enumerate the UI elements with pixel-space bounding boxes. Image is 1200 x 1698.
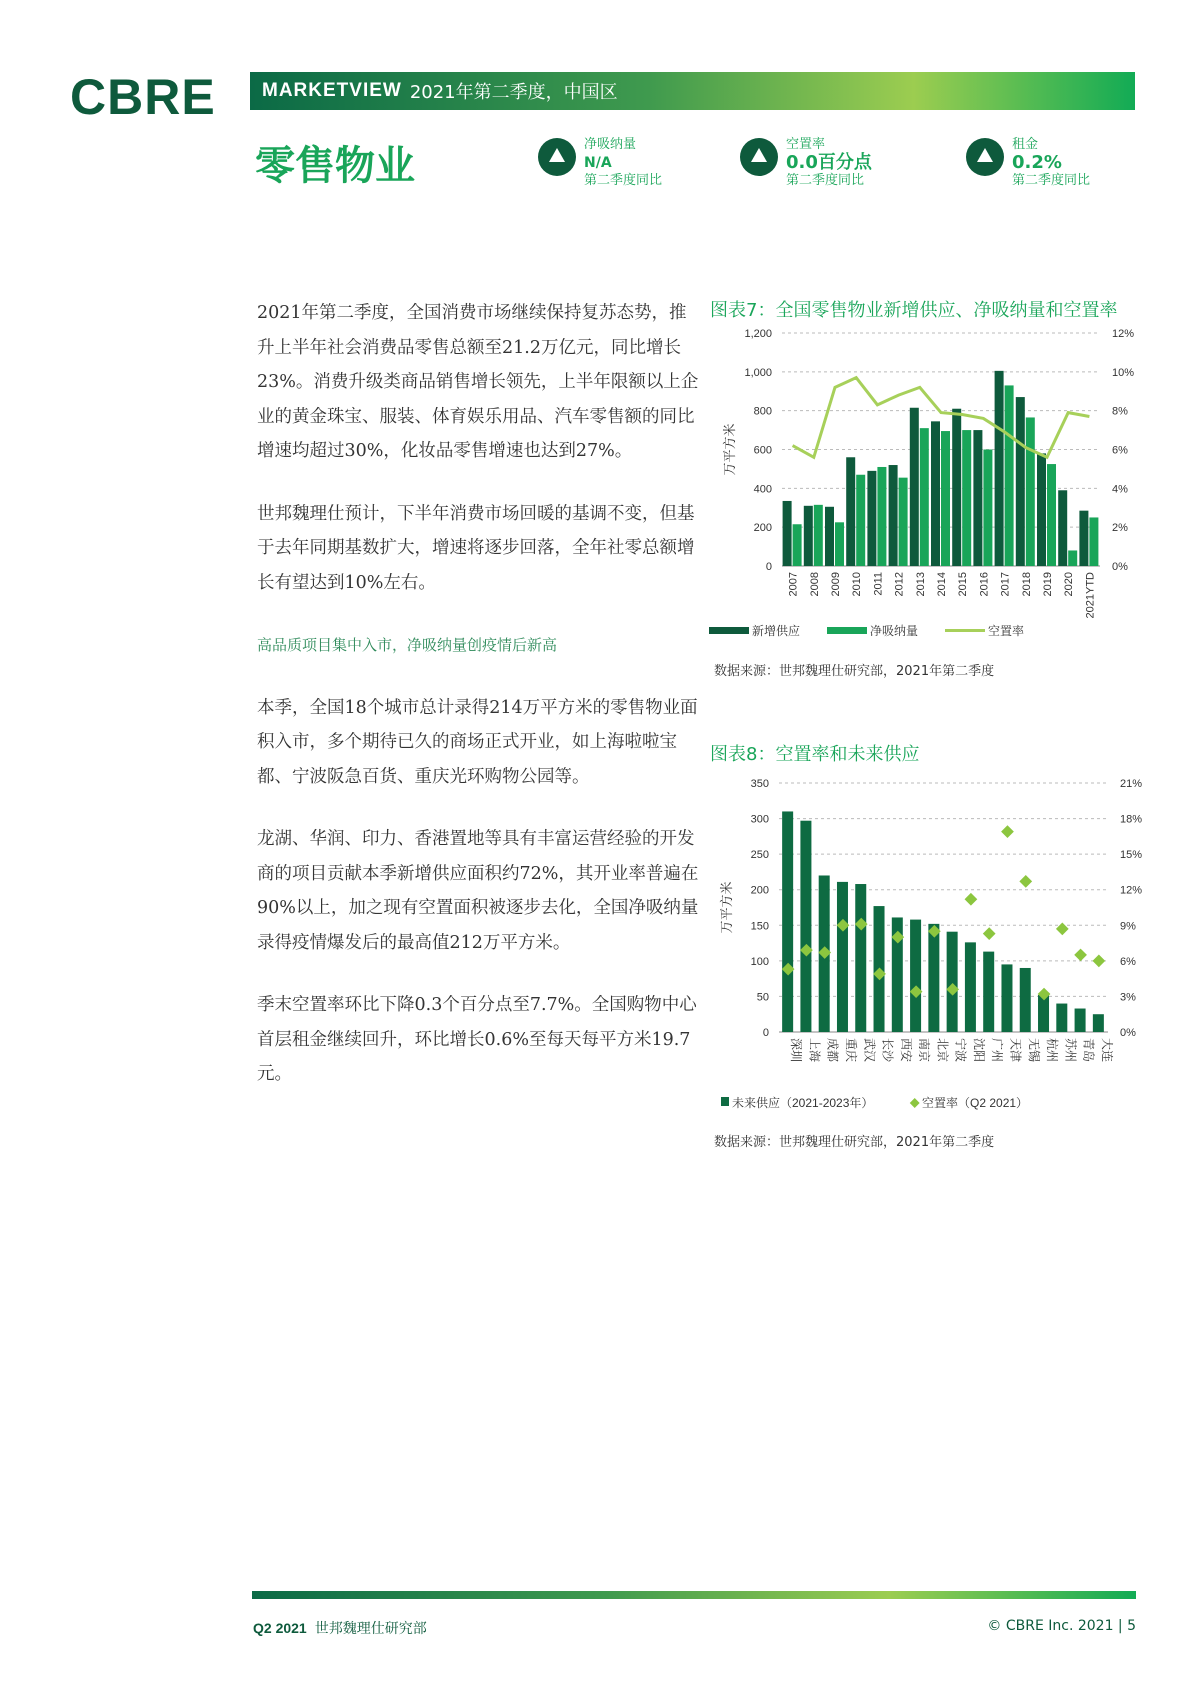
x-tick-label: 杭州 [1045,1038,1060,1063]
x-tick-label: 2009 [830,572,842,597]
paragraph: 本季，全国18个城市总计录得214万平方米的零售物业面积入市，多个期待已久的商场正式开业，如上海啦啦宝都、宁波阪急百货、重庆光环购物公园等。 [257,697,698,787]
bar-2010 [856,475,865,566]
bar-2015 [952,409,961,566]
y2-tick-label: 8% [1112,405,1128,418]
y2-tick-label: 0% [1120,1027,1136,1039]
x-tick-label: 大连 [1099,1038,1114,1063]
bar-北京 [928,924,939,1032]
legend-swatch [709,627,749,634]
kpi-vacancy [740,136,872,190]
footer-left [253,1618,427,1638]
legend-label: 新增供应 [752,624,801,638]
x-tick-label: 2010 [851,572,864,597]
kpi-net-absorption [538,136,662,190]
x-tick-label: 南京 [917,1038,932,1063]
x-tick-label: 武汉 [862,1038,877,1063]
bar-重庆 [837,882,848,1032]
kpi-label: 净吸纳量 [584,137,637,152]
kpi-label: 租金 [1012,137,1039,152]
y-tick-label: 1,200 [744,328,772,340]
x-tick-label: 2020 [1063,572,1076,597]
vacancy-point-天津 [1001,825,1014,838]
kpi-value: N/A [584,155,612,171]
marketview-label: MARKETVIEW [262,80,402,101]
bar-2013 [910,408,919,566]
y2-tick-label: 0% [1112,561,1128,573]
bar-2021YTD [1079,511,1088,566]
y-axis-label: 万平方米 [722,423,737,476]
body-text [257,296,702,1120]
y-tick-label: 200 [750,884,769,897]
y-axis-label: 万平方米 [719,881,734,934]
bar-2014 [941,431,950,566]
footer-rule [252,1591,1136,1599]
vacancy-point-苏州 [1056,922,1069,935]
x-tick-label: 2016 [978,572,991,597]
bar-2007 [793,524,802,566]
bar-杭州 [1038,995,1049,1032]
y2-tick-label: 21% [1120,778,1143,790]
bar-宁波 [947,932,958,1032]
y-tick-label: 350 [750,778,769,790]
legend-swatch [910,1098,920,1108]
footer-right: © CBRE Inc. 2021 | 5 [987,1618,1136,1634]
cbre-logo: CBRE [70,69,216,125]
x-tick-label: 深圳 [789,1038,804,1063]
bar-2017 [995,371,1004,566]
vacancy-point-沈阳 [965,893,978,906]
chart7-title: 图表7：全国零售物业新增供应、净吸纳量和空置率 [710,300,1118,321]
legend-label: 空置率（Q2 2021） [922,1096,1029,1110]
bar-2008 [804,506,813,566]
y2-tick-label: 6% [1112,444,1128,457]
bar-2012 [899,478,908,566]
x-tick-label: 2012 [893,572,906,597]
y2-tick-label: 2% [1112,522,1128,535]
vacancy-point-大连 [1092,954,1105,967]
y-tick-label: 600 [753,444,772,457]
x-tick-label: 2018 [1020,572,1033,597]
bar-2018 [1016,397,1025,566]
y-tick-label: 100 [750,955,769,968]
x-tick-label: 2007 [787,572,800,597]
y2-tick-label: 12% [1120,884,1143,897]
y2-tick-label: 6% [1120,955,1136,968]
y-tick-label: 0 [762,1027,769,1039]
y-tick-label: 300 [750,813,769,826]
bar-武汉 [855,884,866,1032]
y-tick-label: 50 [756,991,769,1004]
x-tick-label: 2014 [936,572,948,597]
bar-2019 [1047,464,1056,566]
x-tick-label: 北京 [935,1038,950,1063]
bar-南京 [910,920,921,1032]
y-tick-label: 0 [765,561,772,573]
bar-沈阳 [965,942,976,1032]
legend-swatch [827,627,867,634]
paragraph: 季末空置率环比下降0.3个百分点至7.7%。全国购物中心首层租金继续回升，环比增长0.6%至每天每平方米19.7元。 [257,995,697,1084]
bar-2013 [920,428,929,566]
bar-大连 [1093,1014,1104,1032]
bar-2021YTD [1089,517,1098,566]
bar-2019 [1037,453,1046,566]
kpi-note: 第二季度同比 [786,173,865,188]
chart7 [709,320,1149,660]
x-tick-label: 2021YTD [1084,572,1097,619]
y2-tick-label: 18% [1120,813,1143,826]
footer-org: 世邦魏理仕研究部 [314,1621,427,1637]
x-tick-label: 上海 [807,1038,822,1063]
bar-2011 [867,471,876,566]
chart8-title: 图表8：空置率和未来供应 [710,744,920,765]
x-tick-label: 重庆 [843,1038,858,1063]
x-tick-label: 无锡 [1026,1038,1041,1063]
x-tick-label: 青岛 [1081,1038,1096,1063]
chart8 [709,770,1149,1120]
x-tick-label: 2011 [872,572,885,596]
y2-tick-label: 4% [1112,483,1128,496]
x-tick-label: 2008 [808,572,821,597]
bar-2009 [835,522,844,566]
bar-青岛 [1075,1009,1086,1032]
y-tick-label: 800 [753,405,772,418]
x-tick-label: 天津 [1008,1038,1023,1063]
bar-2011 [877,467,886,566]
vacancy-point-广州 [983,927,996,940]
bar-2010 [846,457,855,566]
bar-苏州 [1056,1004,1067,1032]
section-subheading: 高品质项目集中入市，净吸纳量创疫情后新高 [257,636,558,654]
footer-quarter: Q2 2021 [253,1620,307,1636]
x-tick-label: 2015 [957,572,970,597]
legend-swatch [945,629,985,632]
x-tick-label: 2017 [999,572,1012,597]
y2-tick-label: 10% [1112,366,1135,379]
kpi-note: 第二季度同比 [1012,173,1091,188]
bar-2009 [825,507,834,566]
legend-swatch [721,1097,729,1106]
x-tick-label: 沈阳 [971,1038,986,1063]
up-triangle-icon [538,138,576,176]
kpi-note: 第二季度同比 [584,173,663,188]
legend-label: 空置率 [988,624,1025,638]
y-tick-label: 400 [753,483,772,496]
bar-广州 [983,952,994,1032]
bar-无锡 [1020,968,1031,1032]
bar-上海 [800,821,811,1032]
bar-2020 [1058,490,1067,566]
x-tick-label: 宁波 [953,1038,968,1063]
bar-2007 [783,501,792,566]
x-tick-label: 2019 [1042,572,1054,597]
bar-2014 [931,421,940,566]
bar-2008 [814,505,823,566]
vacancy-point-无锡 [1019,875,1032,888]
x-tick-label: 广州 [990,1038,1005,1063]
page-title: 零售物业 [255,143,415,189]
chart8-source: 数据来源：世邦魏理仕研究部，2021年第二季度 [714,1135,995,1150]
y2-tick-label: 9% [1120,920,1136,933]
x-tick-label: 西安 [898,1038,913,1063]
bar-2017 [1005,385,1014,566]
x-tick-label: 成都 [825,1038,840,1063]
bar-2012 [889,465,898,566]
bar-2015 [962,430,971,566]
marketview-banner [250,72,1135,110]
y2-tick-label: 15% [1120,849,1143,862]
banner-subtitle: 2021年第二季度，中国区 [409,82,618,103]
up-triangle-icon [966,138,1004,176]
bar-深圳 [782,811,793,1032]
chart7-source: 数据来源：世邦魏理仕研究部，2021年第二季度 [714,664,995,679]
kpi-value: 0.2% [1012,152,1062,173]
y-tick-label: 250 [750,849,769,862]
paragraph: 龙湖、华润、印力、香港置地等具有丰富运营经验的开发商的项目贡献本季新增供应面积约72%，其开业率普遍在90%以上，加之现有空置面积被逐步去化，全国净吸纳量录得疫情爆发后的最高值212万平方米。 [257,829,699,953]
y2-tick-label: 3% [1120,991,1136,1004]
legend-label: 净吸纳量 [870,624,919,638]
y-tick-label: 200 [753,522,772,535]
legend-label: 未来供应（2021-2023年） [732,1096,874,1110]
kpi-value: 0.0百分点 [786,152,872,173]
x-tick-label: 2013 [914,572,927,597]
vacancy-point-青岛 [1074,949,1087,962]
up-triangle-icon [740,138,778,176]
bar-2016 [973,430,982,566]
kpi-rent [966,136,1090,190]
y-tick-label: 1,000 [744,366,772,379]
kpi-label: 空置率 [786,137,826,152]
paragraph: 2021年第二季度，全国消费市场继续保持复苏态势，推升上半年社会消费品零售总额至21.2万亿元，同比增长23%。消费升级类商品销售增长领先，上半年限额以上企业的黄金珠宝、服装、体育娱乐用品、汽车零售额的同比增速均超过30%，化妆品零售增速也达到27%。 [257,303,699,461]
bar-2018 [1026,417,1035,566]
y-tick-label: 150 [750,920,769,933]
paragraph: 世邦魏理仕预计，下半年消费市场回暖的基调不变，但基于去年同期基数扩大，增速将逐步回落，全年社零总额增长有望达到10%左右。 [257,503,695,593]
x-tick-label: 长沙 [880,1038,895,1063]
y2-tick-label: 12% [1112,328,1135,340]
x-tick-label: 苏州 [1063,1038,1078,1063]
bar-2016 [983,450,992,567]
bar-天津 [1001,964,1012,1032]
bar-2020 [1068,550,1077,566]
